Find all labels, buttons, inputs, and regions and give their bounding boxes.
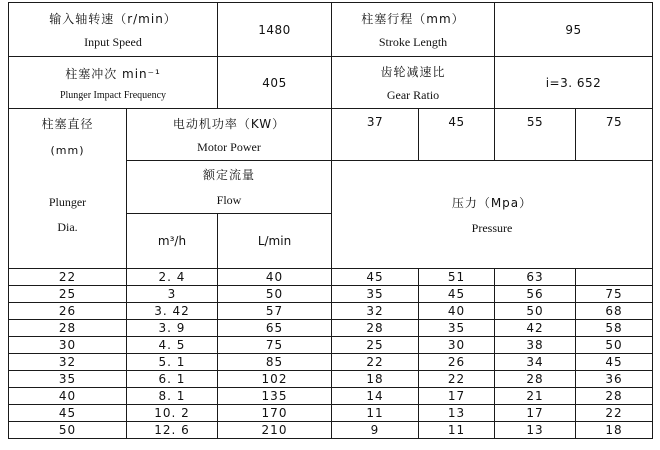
pump-spec-table (8, 2, 653, 439)
pressure-75kw-cell: 75 (576, 286, 653, 303)
pressure-55kw-cell: 50 (495, 303, 576, 320)
pressure-55kw-cell: 42 (495, 320, 576, 337)
pressure-45kw-cell: 45 (419, 286, 495, 303)
impact-freq-value: 405 (218, 57, 332, 109)
flow-m3h-cell: 3 (127, 286, 218, 303)
pressure-75kw-cell: 45 (576, 354, 653, 371)
motor-power-label-cell (127, 109, 332, 161)
pressure-55kw-cell: 21 (495, 388, 576, 405)
plunger-dia-cell: 40 (9, 388, 127, 405)
gear-ratio-en: Gear Ratio (386, 87, 440, 102)
input-speed-label-cell (9, 3, 218, 57)
stroke-length-zh: 柱塞行程（mm） (361, 11, 465, 26)
pressure-55kw-cell: 28 (495, 371, 576, 388)
plunger-dia-cell: 26 (9, 303, 127, 320)
flow-m3h-cell: 12. 6 (127, 422, 218, 439)
pressure-55kw-cell: 34 (495, 354, 576, 371)
gear-ratio-zh: 齿轮减速比 (380, 64, 446, 79)
pressure-45kw-cell: 35 (419, 320, 495, 337)
motor-power-zh: 电动机功率（KW） (172, 116, 286, 131)
flow-m3h-cell: 4. 5 (127, 337, 218, 354)
pressure-75kw-cell: 18 (576, 422, 653, 439)
pressure-37kw-cell: 11 (332, 405, 419, 422)
flow-m3h-cell: 3. 9 (127, 320, 218, 337)
gear-ratio-label-cell (332, 57, 495, 109)
plunger-dia-cell: 22 (9, 269, 127, 286)
pressure-37kw-cell: 22 (332, 354, 419, 371)
table-row (9, 286, 653, 303)
pressure-45kw-cell: 51 (419, 269, 495, 286)
table-row (9, 388, 653, 405)
pressure-zh: 压力（Mpa） (451, 195, 533, 210)
flow-lmin-cell: 75 (218, 337, 332, 354)
plunger-dia-cell: 45 (9, 405, 127, 422)
pressure-55kw-cell: 17 (495, 405, 576, 422)
motor-power-en: Motor Power (197, 139, 261, 154)
gear-ratio-value: i=3. 652 (495, 57, 653, 109)
pressure-45kw-cell: 11 (419, 422, 495, 439)
motor-power-value-55: 55 (495, 109, 576, 161)
pressure-45kw-cell: 17 (419, 388, 495, 405)
pressure-37kw-cell: 14 (332, 388, 419, 405)
plunger-dia-en1: Plunger (48, 195, 87, 209)
pressure-37kw-cell: 45 (332, 269, 419, 286)
pressure-37kw-cell: 28 (332, 320, 419, 337)
plunger-dia-zh: 柱塞直径 (41, 117, 94, 131)
stroke-length-label-cell (332, 3, 495, 57)
pressure-45kw-cell: 22 (419, 371, 495, 388)
pressure-55kw-cell: 63 (495, 269, 576, 286)
motor-power-value-45: 45 (419, 109, 495, 161)
plunger-dia-cell: 32 (9, 354, 127, 371)
flow-m3h-cell: 8. 1 (127, 388, 218, 405)
flow-lmin-cell: 210 (218, 422, 332, 439)
pressure-label-cell (332, 161, 653, 269)
table-row (9, 269, 653, 286)
table-row (9, 354, 653, 371)
flow-lmin-cell: 170 (218, 405, 332, 422)
plunger-dia-cell: 25 (9, 286, 127, 303)
pressure-75kw-cell: 36 (576, 371, 653, 388)
pressure-45kw-cell: 30 (419, 337, 495, 354)
pressure-37kw-cell: 25 (332, 337, 419, 354)
flow-unit-m3h: m³/h (127, 214, 218, 269)
flow-lmin-cell: 102 (218, 371, 332, 388)
pressure-75kw-cell: 68 (576, 303, 653, 320)
motor-power-value-75: 75 (576, 109, 653, 161)
flow-zh: 额定流量 (202, 168, 255, 182)
pressure-45kw-cell: 40 (419, 303, 495, 320)
stroke-length-en: Stroke Length (378, 34, 448, 49)
pressure-45kw-cell: 26 (419, 354, 495, 371)
flow-m3h-cell: 10. 2 (127, 405, 218, 422)
flow-m3h-cell: 5. 1 (127, 354, 218, 371)
pressure-55kw-cell: 13 (495, 422, 576, 439)
flow-en: Flow (216, 193, 242, 207)
pressure-37kw-cell: 9 (332, 422, 419, 439)
header-row-speed (9, 3, 653, 57)
plunger-dia-cell: 35 (9, 371, 127, 388)
impact-freq-label-cell (9, 57, 218, 109)
flow-m3h-cell: 3. 42 (127, 303, 218, 320)
flow-lmin-cell: 50 (218, 286, 332, 303)
flow-lmin-cell: 40 (218, 269, 332, 286)
table-row (9, 337, 653, 354)
header-row-frequency (9, 57, 653, 109)
flow-unit-lmin: L/min (218, 214, 332, 269)
flow-m3h-cell: 2. 4 (127, 269, 218, 286)
pressure-75kw-cell (576, 269, 653, 286)
pressure-75kw-cell: 22 (576, 405, 653, 422)
stroke-length-value: 95 (495, 3, 653, 57)
table-row (9, 320, 653, 337)
flow-lmin-cell: 65 (218, 320, 332, 337)
input-speed-en: Input Speed (84, 34, 142, 49)
table-row (9, 371, 653, 388)
pressure-37kw-cell: 35 (332, 286, 419, 303)
input-speed-zh: 输入轴转速（r/min） (49, 11, 177, 26)
pressure-55kw-cell: 56 (495, 286, 576, 303)
pressure-75kw-cell: 50 (576, 337, 653, 354)
pressure-75kw-cell: 28 (576, 388, 653, 405)
pressure-37kw-cell: 18 (332, 371, 419, 388)
plunger-dia-cell (9, 109, 127, 269)
motor-power-value-37: 37 (332, 109, 419, 161)
flow-label-cell (127, 161, 332, 214)
pressure-en: Pressure (471, 220, 513, 235)
impact-freq-zh: 柱塞冲次 min⁻¹ (65, 66, 161, 81)
flow-lmin-cell: 57 (218, 303, 332, 320)
pressure-37kw-cell: 32 (332, 303, 419, 320)
plunger-dia-en2: Dia. (57, 220, 78, 234)
flow-lmin-cell: 85 (218, 354, 332, 371)
plunger-dia-unit: (mm) (50, 144, 85, 157)
plunger-dia-cell: 28 (9, 320, 127, 337)
data-rows (9, 269, 653, 439)
flow-m3h-cell: 6. 1 (127, 371, 218, 388)
impact-freq-en: Plunger Impact Frequency (59, 89, 167, 101)
table-row (9, 405, 653, 422)
table-row (9, 422, 653, 439)
header-row-power (9, 109, 653, 161)
pressure-75kw-cell: 58 (576, 320, 653, 337)
table-row (9, 303, 653, 320)
plunger-dia-cell: 50 (9, 422, 127, 439)
pressure-45kw-cell: 13 (419, 405, 495, 422)
pressure-55kw-cell: 38 (495, 337, 576, 354)
input-speed-value: 1480 (218, 3, 332, 57)
plunger-dia-cell: 30 (9, 337, 127, 354)
flow-lmin-cell: 135 (218, 388, 332, 405)
